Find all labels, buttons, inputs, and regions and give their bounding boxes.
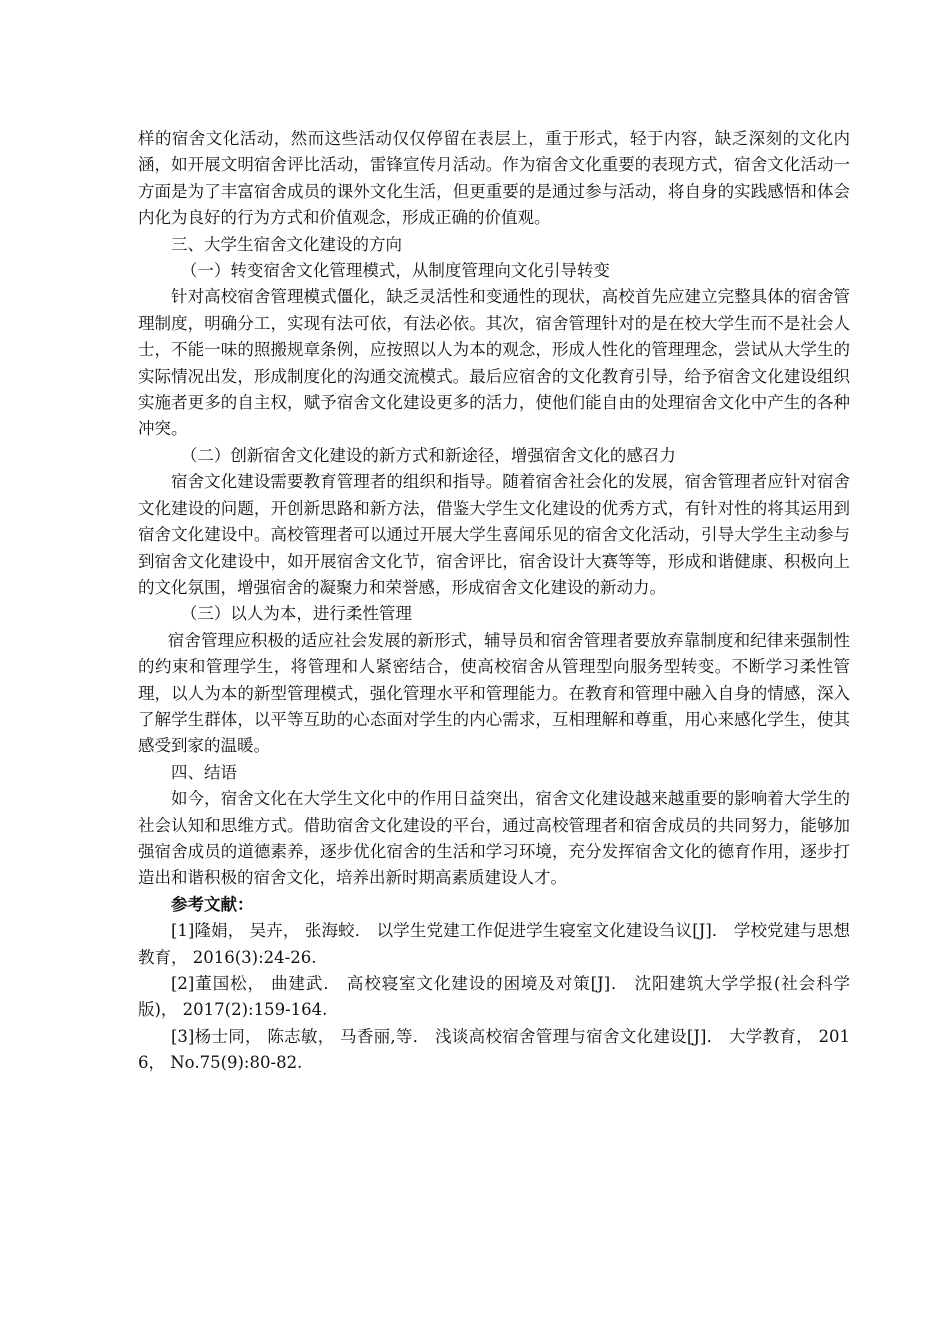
document-body xyxy=(138,126,850,1077)
paragraph-intro-continued: 样的宿舍文化活动，然而这些活动仅仅停留在表层上，重于形式，轻于内容，缺乏深刻的文化内涵，如开展文明宿舍评比活动，雷锋宣传月活动。作为宿舍文化重要的表现方式，宿舍文化活动一方面是为了丰富宿舍成员的课外文化生活，但更重要的是通过参与活动，将自身的实践感悟和体会内化为良好的行为方式和价值观念，形成正确的价值观。 xyxy=(138,129,850,228)
reference-item: [1]隆娟， 吴卉， 张海蛟． 以学生党建工作促进学生寝室文化建设刍议[J]． 学校党建与思想教育， 2016(3):24-26. xyxy=(138,921,850,967)
paragraph-conclusion: 如今，宿舍文化在大学生文化中的作用日益突出，宿舍文化建设越来越重要的影响着大学生的社会认知和思维方式。借助宿舍文化建设的平台，通过高校管理者和宿舍成员的共同努力，能够加强宿舍成员的道德素养，逐步优化宿舍的生活和学习环境，充分发挥宿舍文化的德育作用，逐步打造出和谐积极的宿舍文化，培养出新时期高素质建设人才。 xyxy=(138,789,850,888)
paragraph-subsection-2: 宿舍文化建设需要教育管理者的组织和指导。随着宿舍社会化的发展，宿舍管理者应针对宿舍文化建设的问题，开创新思路和新方法，借鉴大学生文化建设的优秀方式，有针对性的将其运用到宿舍文化建设中。高校管理者可以通过开展大学生喜闻乐见的宿舍文化活动，引导大学生主动参与到宿舍文化建设中，如开展宿舍文化节，宿舍评比，宿舍设计大赛等等，形成和谐健康、积极向上的文化氛围，增强宿舍的凝聚力和荣誉感，形成宿舍文化建设的新动力。 xyxy=(138,472,850,597)
reference-item: [3]杨士同， 陈志敏， 马香丽,等． 浅谈高校宿舍管理与宿舍文化建设[J]． 大学教育， 2016， No.75(9):80-82. xyxy=(138,1026,850,1073)
subheading-1: （一）转变宿舍文化管理模式，从制度管理向文化引导转变 xyxy=(180,261,610,281)
heading-section-3: 三、大学生宿舍文化建设的方向 xyxy=(171,234,402,254)
paragraph-subsection-3: 宿舍管理应积极的适应社会发展的新形式，辅导员和宿舍管理者要放弃靠制度和纪律来强制性的约束和管理学生，将管理和人紧密结合，使高校宿舍从管理型向服务型转变。不断学习柔性管理，以人为本的新型管理模式，强化管理水平和管理能力。在教育和管理中融入自身的情感，深入了解学生群体，以平等互助的心态面对学生的内心需求，互相理解和尊重，用心来感化学生，使其感受到家的温暖。 xyxy=(138,630,850,756)
reference-item: [2]董国松， 曲建武． 高校寝室文化建设的困境及对策[J]． 沈阳建筑大学学报(社会科学版)， 2017(2):159-164. xyxy=(138,974,850,1020)
paragraph-subsection-1: 针对高校宿舍管理模式僵化，缺乏灵活性和变通性的现状，高校首先应建立完整具体的宿舍管理制度，明确分工，实现有法可依，有法必依。其次，宿舍管理针对的是在校大学生而不是社会人士，不能一味的照搬规章条例，应按照以人为本的观念，形成人性化的管理理念，尝试从大学生的实际情况出发，形成制度化的沟通交流模式。最后应宿舍的文化教育引导，给予宿舍文化建设组织实施者更多的自主权，赋予宿舍文化建设更多的活力，使他们能自由的处理宿舍文化中产生的各种冲突。 xyxy=(138,287,850,439)
heading-section-4: 四、结语 xyxy=(171,762,237,782)
heading-references: 参考文献： xyxy=(171,894,254,914)
subheading-3: （三）以人为本，进行柔性管理 xyxy=(180,604,412,624)
subheading-2: （二）创新宿舍文化建设的新方式和新途径，增强宿舍文化的感召力 xyxy=(180,445,676,465)
